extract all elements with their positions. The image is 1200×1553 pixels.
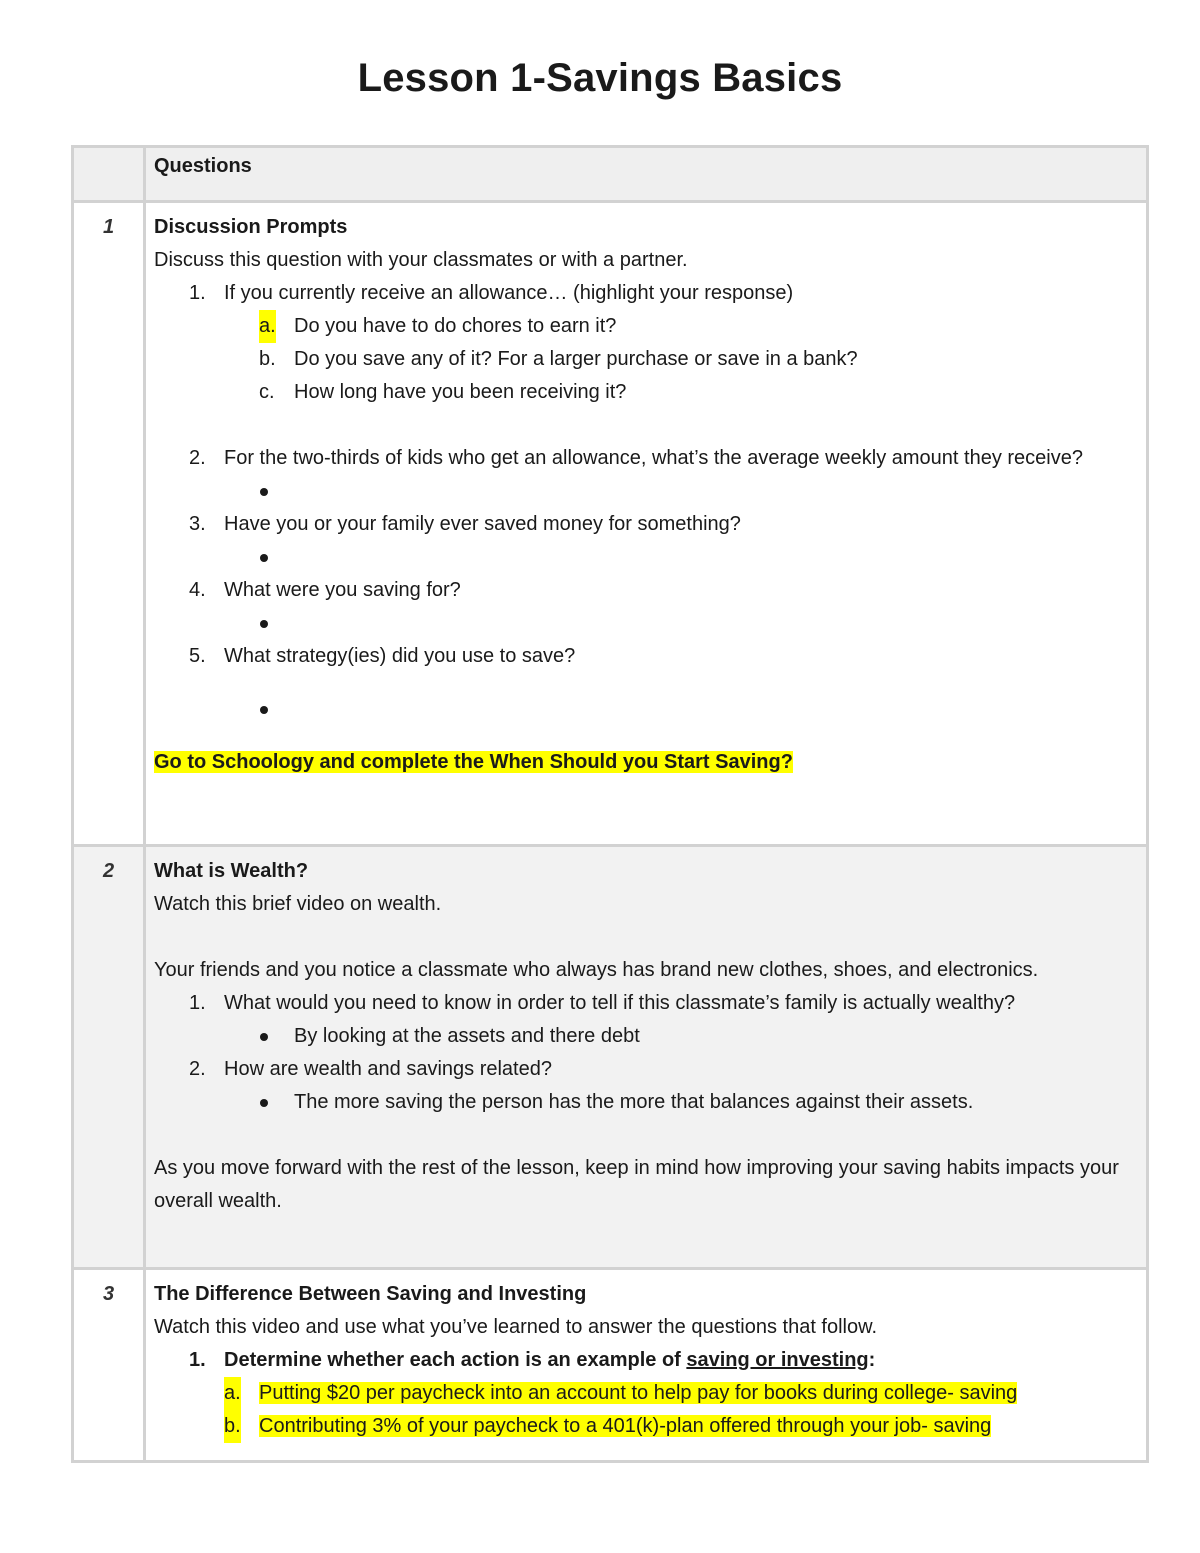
sub-list-item [154,1410,1138,1443]
list-item [154,574,1138,607]
table-row [73,1269,1148,1462]
sub-list-item [154,310,1138,343]
row-number: 1 [73,202,145,846]
table-header-row [73,147,1148,202]
answer-bullet [154,1086,1138,1119]
question-text: What were you saving for? [224,579,461,601]
answer-bullet [154,693,1138,726]
bullet-icon [260,554,268,562]
answer-bullet [154,541,1138,574]
closing-text: As you move forward with the rest of the lesson, keep in mind how improving your saving habits impacts your overall wealth. [154,1157,1119,1212]
bullet-icon [260,1033,268,1041]
answer-bullet [154,1020,1138,1053]
list-marker: a. [224,1377,241,1410]
bullet-icon [260,620,268,628]
question-text-underlined: saving or investing [686,1349,869,1371]
section-heading: The Difference Between Saving and Investing [154,1283,587,1305]
sub-list-item [154,343,1138,376]
list-marker: 1. [189,1349,206,1371]
bullet-icon [260,1099,268,1107]
question-text: What strategy(ies) did you use to save? [224,645,576,667]
sub-question-text: Do you save any of it? For a larger purchase or save in a bank? [294,348,858,370]
sub-question-text: Contributing 3% of your paycheck to a 401(k)-plan offered through your job- saving [259,1415,992,1437]
list-marker: b. [224,1410,241,1443]
list-marker: 2. [189,447,206,469]
question-text: For the two-thirds of kids who get an allowance, what’s the average weekly amount they receive? [224,447,1083,469]
row-number: 2 [73,846,145,1269]
list-marker: 1. [189,992,206,1014]
list-item [154,987,1138,1020]
list-marker: 2. [189,1058,206,1080]
list-item [154,640,1138,673]
sub-question-text: How long have you been receiving it? [294,381,627,403]
table-row [73,202,1148,846]
sub-question-text: Putting $20 per paycheck into an account to help pay for books during college- saving [259,1382,1018,1404]
bullet-icon [260,706,268,714]
bullet-icon [260,488,268,496]
answer-text: By looking at the assets and there debt [294,1025,640,1047]
table-row [73,846,1148,1269]
list-marker: 3. [189,513,206,535]
section-heading: Discussion Prompts [154,216,348,238]
header-num-cell [73,147,145,202]
row-content [145,846,1148,1269]
question-text: If you currently receive an allowance… (highlight your response) [224,282,794,304]
list-marker-highlighted: a. [259,310,276,343]
row-content [145,1269,1148,1462]
list-marker: b. [259,348,276,370]
lesson-table [71,145,1149,1463]
row-content [145,202,1148,846]
list-item [154,277,1138,310]
answer-bullet [154,607,1138,640]
answer-text: The more saving the person has the more that balances against their assets. [294,1091,974,1113]
list-marker: 5. [189,645,206,667]
row-number: 3 [73,1269,145,1462]
list-marker: 1. [189,282,206,304]
answer-bullet [154,475,1138,508]
list-item [154,1344,1138,1377]
list-marker: c. [259,381,275,403]
sub-list-item [154,1377,1138,1410]
sub-list-item [154,376,1138,409]
section-intro: Watch this brief video on wealth. [154,893,442,915]
question-text: How are wealth and savings related? [224,1058,552,1080]
list-item [154,1053,1138,1086]
scenario-text: Your friends and you notice a classmate who always has brand new clothes, shoes, and electronics. [154,959,1039,981]
list-item [154,508,1138,541]
assignment-callout: Go to Schoology and complete the When Should you Start Saving? [154,751,793,773]
section-intro: Discuss this question with your classmates or with a partner. [154,249,688,271]
question-text-end: : [868,1349,876,1371]
sub-question-text: Do you have to do chores to earn it? [294,315,617,337]
header-questions: Questions [145,147,1148,202]
question-text: What would you need to know in order to tell if this classmate’s family is actually wealthy? [224,992,1016,1014]
question-text: Determine whether each action is an example of [224,1349,687,1371]
list-item [154,442,1138,475]
list-marker: 4. [189,579,206,601]
section-intro: Watch this video and use what you’ve learned to answer the questions that follow. [154,1316,878,1338]
section-heading: What is Wealth? [154,860,309,882]
question-text: Have you or your family ever saved money for something? [224,513,741,535]
page-title: Lesson 1-Savings Basics [357,56,843,100]
